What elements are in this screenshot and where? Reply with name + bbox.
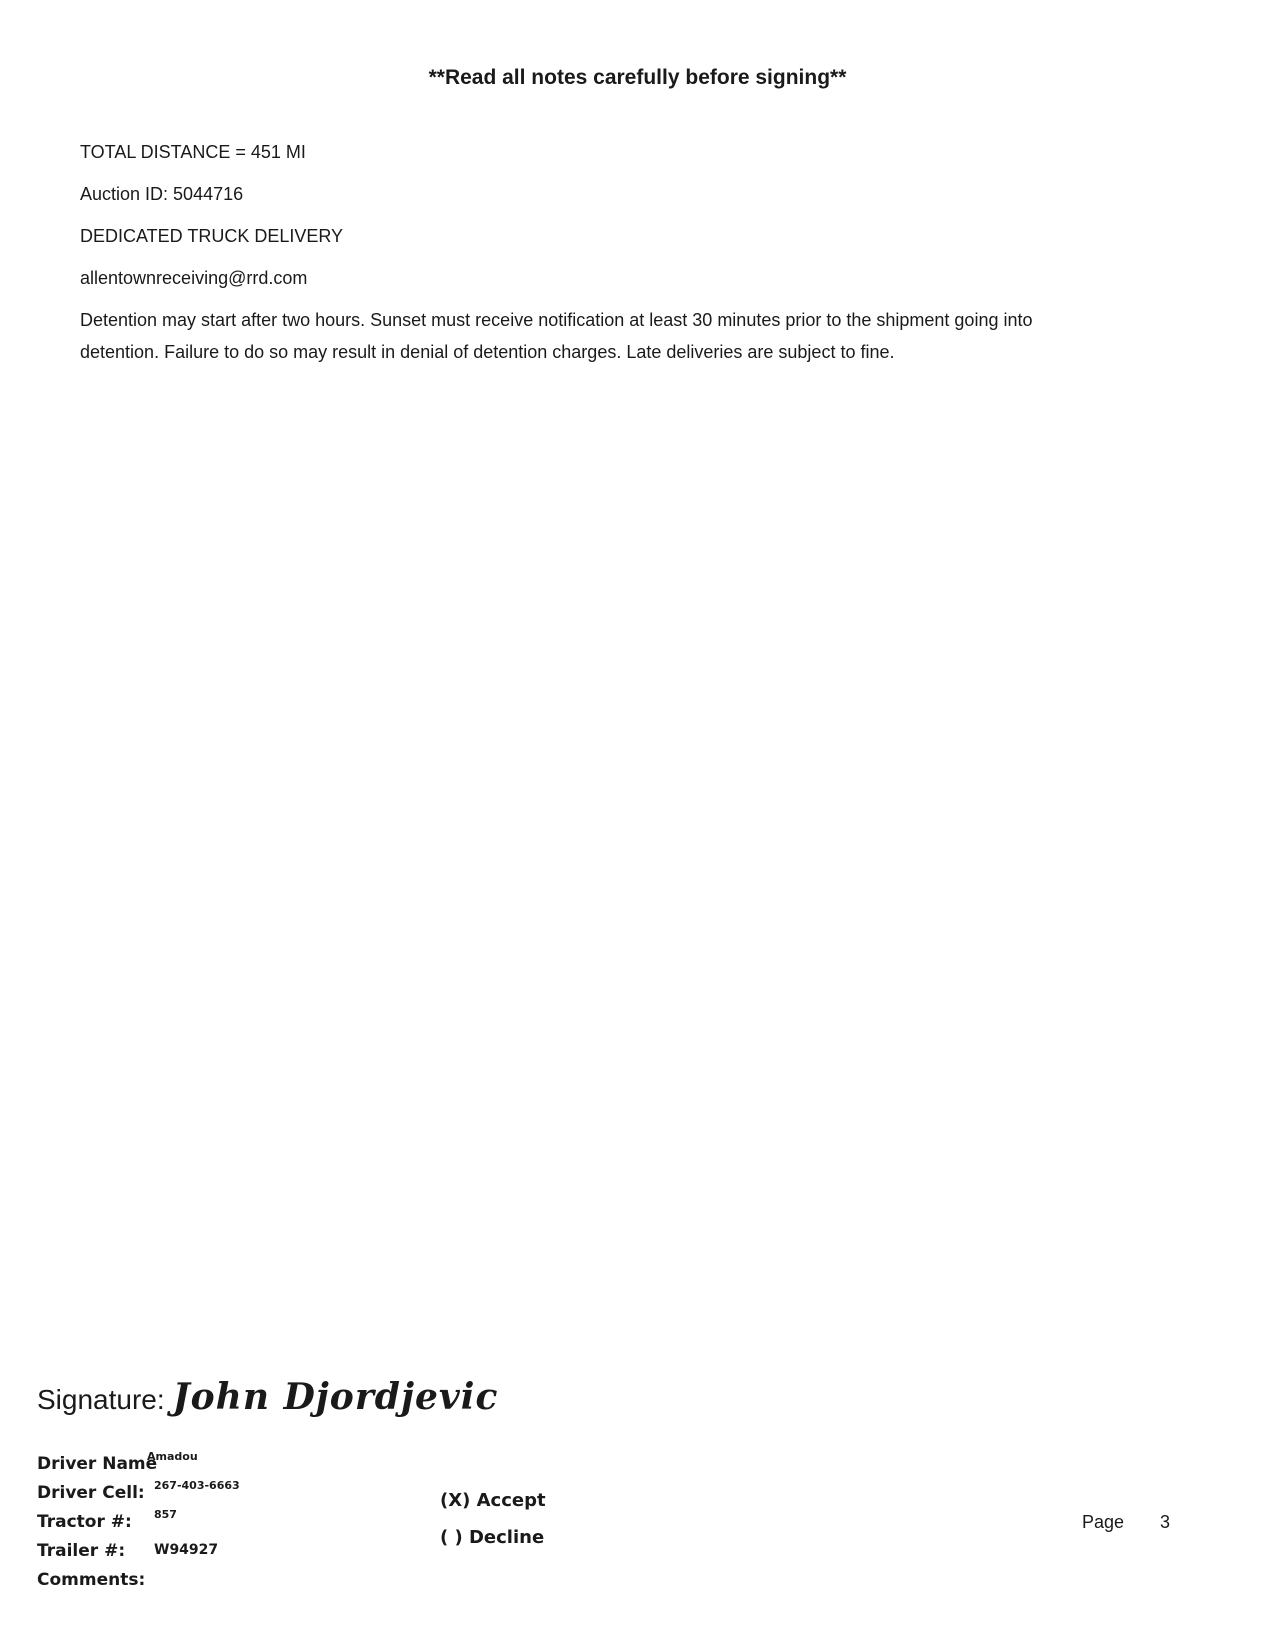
accept-decline-options xyxy=(440,1486,546,1560)
driver-name-value: Amadou xyxy=(147,1450,198,1463)
driver-cell-label: Driver Cell: xyxy=(37,1483,145,1503)
detention-note-line-2: detention. Failure to do so may result in denial of detention charges. Late deliveries are subject to fine. xyxy=(80,342,895,362)
delivery-type: DEDICATED TRUCK DELIVERY xyxy=(80,226,344,246)
trailer-label: Trailer #: xyxy=(37,1541,126,1561)
decline-option: ( ) Decline xyxy=(440,1527,545,1548)
signature-label: Signature: xyxy=(37,1384,165,1415)
page-heading: **Read all notes carefully before signing** xyxy=(428,66,847,89)
auction-id: Auction ID: 5044716 xyxy=(80,184,244,204)
tractor-label: Tractor #: xyxy=(37,1512,132,1532)
total-distance: TOTAL DISTANCE = 451 MI xyxy=(80,142,306,162)
page-number xyxy=(1082,1512,1170,1533)
comments-label: Comments: xyxy=(37,1570,146,1590)
driver-name-label: Driver Name xyxy=(37,1454,158,1474)
detention-note-line-1: Detention may start after two hours. Sunset must receive notification at least 30 minutes prior to the shipment going into xyxy=(80,310,1033,330)
driver-cell-value: 267-403-6663 xyxy=(154,1479,240,1492)
signature-row xyxy=(37,1376,498,1436)
page-label: Page xyxy=(1082,1512,1125,1532)
tractor-value: 857 xyxy=(154,1508,177,1521)
notes-section xyxy=(80,136,1190,368)
accept-option: (X) Accept xyxy=(440,1490,546,1511)
trailer-value: W94927 xyxy=(154,1542,219,1558)
handwritten-signature: John Djordjevic xyxy=(172,1376,499,1418)
receiving-email: allentownreceiving@rrd.com xyxy=(80,268,308,288)
page-number-value: 3 xyxy=(1160,1512,1171,1532)
